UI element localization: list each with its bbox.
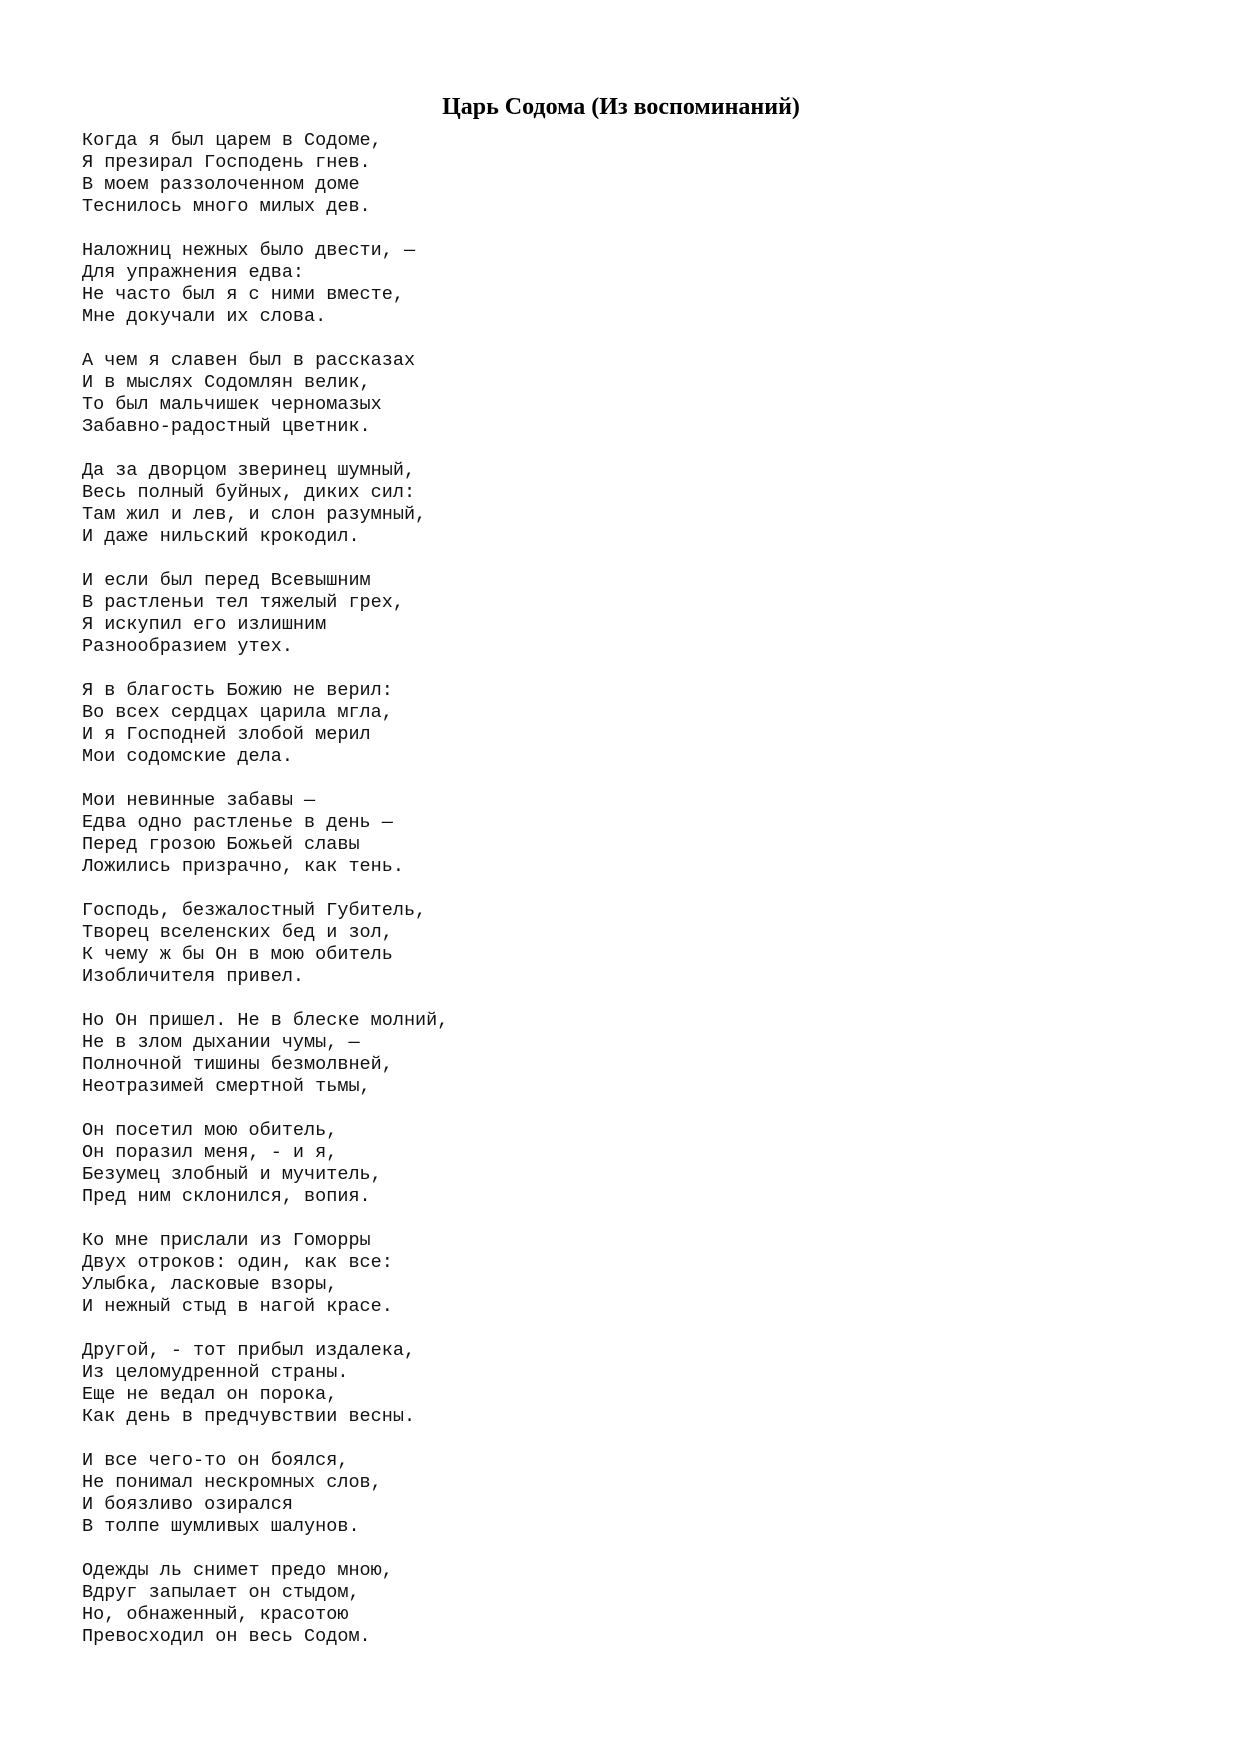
stanza	[82, 1340, 1182, 1428]
poem-line: Забавно-радостный цветник.	[82, 416, 371, 437]
poem-line: Разнообразием утех.	[82, 636, 293, 657]
stanza	[82, 460, 1182, 548]
poem-body	[82, 130, 1182, 1670]
document-title: Царь Содома (Из воспоминаний)	[442, 94, 800, 120]
poem-line: И нежный стыд в нагой красе.	[82, 1296, 393, 1317]
poem-line: В растленьи тел тяжелый грех,	[82, 592, 404, 613]
poem-line: В моем раззолоченном доме	[82, 174, 360, 195]
poem-line: Он посетил мою обитель,	[82, 1120, 338, 1141]
poem-line: Во всех сердцах царила мгла,	[82, 702, 393, 723]
poem-line: Для упражнения едва:	[82, 262, 305, 283]
poem-line: Не в злом дыхании чумы, —	[82, 1032, 360, 1053]
poem-line: Наложниц нежных было двести, —	[82, 240, 416, 261]
poem-line: Я презирал Господень гнев.	[82, 152, 371, 173]
stanza	[82, 1560, 1182, 1648]
poem-line: Перед грозою Божьей славы	[82, 834, 360, 855]
stanza	[82, 350, 1182, 438]
poem-line: Превосходил он весь Содом.	[82, 1626, 371, 1647]
poem-line: Я искупил его излишним	[82, 614, 327, 635]
poem-line: Из целомудренной страны.	[82, 1362, 349, 1383]
poem-line: Не часто был я с ними вместе,	[82, 284, 404, 305]
poem-line: Еще не ведал он порока,	[82, 1384, 338, 1405]
poem-line: Одежды ль снимет предо мною,	[82, 1560, 393, 1581]
poem-line: Там жил и лев, и слон разумный,	[82, 504, 427, 525]
stanza	[82, 680, 1182, 768]
poem-line: Безумец злобный и мучитель,	[82, 1164, 382, 1185]
stanza	[82, 900, 1182, 988]
poem-line: Вдруг запылает он стыдом,	[82, 1582, 360, 1603]
poem-line: Неотразимей смертной тьмы,	[82, 1076, 371, 1097]
poem-line: Весь полный буйных, диких сил:	[82, 482, 416, 503]
poem-line: И все чего-то он боялся,	[82, 1450, 349, 1471]
poem-line: То был мальчишек черномазых	[82, 394, 382, 415]
stanza	[82, 1120, 1182, 1208]
poem-line: Теснилось много милых дев.	[82, 196, 371, 217]
poem-line: Ложились призрачно, как тень.	[82, 856, 404, 877]
poem-line: Полночной тишины безмолвней,	[82, 1054, 393, 1075]
poem-line: Но, обнаженный, красотою	[82, 1604, 349, 1625]
poem-line: Он поразил меня, - и я,	[82, 1142, 338, 1163]
stanza	[82, 570, 1182, 658]
poem-line: Мои невинные забавы —	[82, 790, 316, 811]
poem-line: Да за дворцом зверинец шумный,	[82, 460, 416, 481]
poem-line: Улыбка, ласковые взоры,	[82, 1274, 338, 1295]
stanza	[82, 130, 1182, 218]
poem-line: И даже нильский крокодил.	[82, 526, 360, 547]
poem-line: Едва одно растленье в день —	[82, 812, 393, 833]
stanza	[82, 240, 1182, 328]
poem-line: Господь, безжалостный Губитель,	[82, 900, 427, 921]
poem-line: Когда я был царем в Содоме,	[82, 130, 382, 151]
stanza	[82, 1230, 1182, 1318]
stanza	[82, 790, 1182, 878]
poem-line: Как день в предчувствии весны.	[82, 1406, 416, 1427]
poem-line: Мне докучали их слова.	[82, 306, 327, 327]
poem-line: Изобличителя привел.	[82, 966, 305, 987]
poem-line: В толпе шумливых шалунов.	[82, 1516, 360, 1537]
poem-line: Ко мне прислали из Гоморры	[82, 1230, 371, 1251]
poem-line: И если был перед Всевышним	[82, 570, 371, 591]
stanza	[82, 1010, 1182, 1098]
poem-line: Не понимал нескромных слов,	[82, 1472, 382, 1493]
poem-line: А чем я славен был в рассказах	[82, 350, 416, 371]
poem-line: Другой, - тот прибыл издалека,	[82, 1340, 416, 1361]
poem-line: К чему ж бы Он в мою обитель	[82, 944, 393, 965]
poem-line: Пред ним склонился, вопия.	[82, 1186, 371, 1207]
poem-line: Я в благость Божию не верил:	[82, 680, 393, 701]
poem-line: И боязливо озирался	[82, 1494, 293, 1515]
poem-line: Но Он пришел. Не в блеске молний,	[82, 1010, 449, 1031]
poem-line: Двух отроков: один, как все:	[82, 1252, 393, 1273]
poem-line: И в мыслях Содомлян велик,	[82, 372, 371, 393]
stanza	[82, 1450, 1182, 1538]
poem-line: И я Господней злобой мерил	[82, 724, 371, 745]
poem-line: Творец вселенских бед и зол,	[82, 922, 393, 943]
poem-line: Мои содомские дела.	[82, 746, 293, 767]
